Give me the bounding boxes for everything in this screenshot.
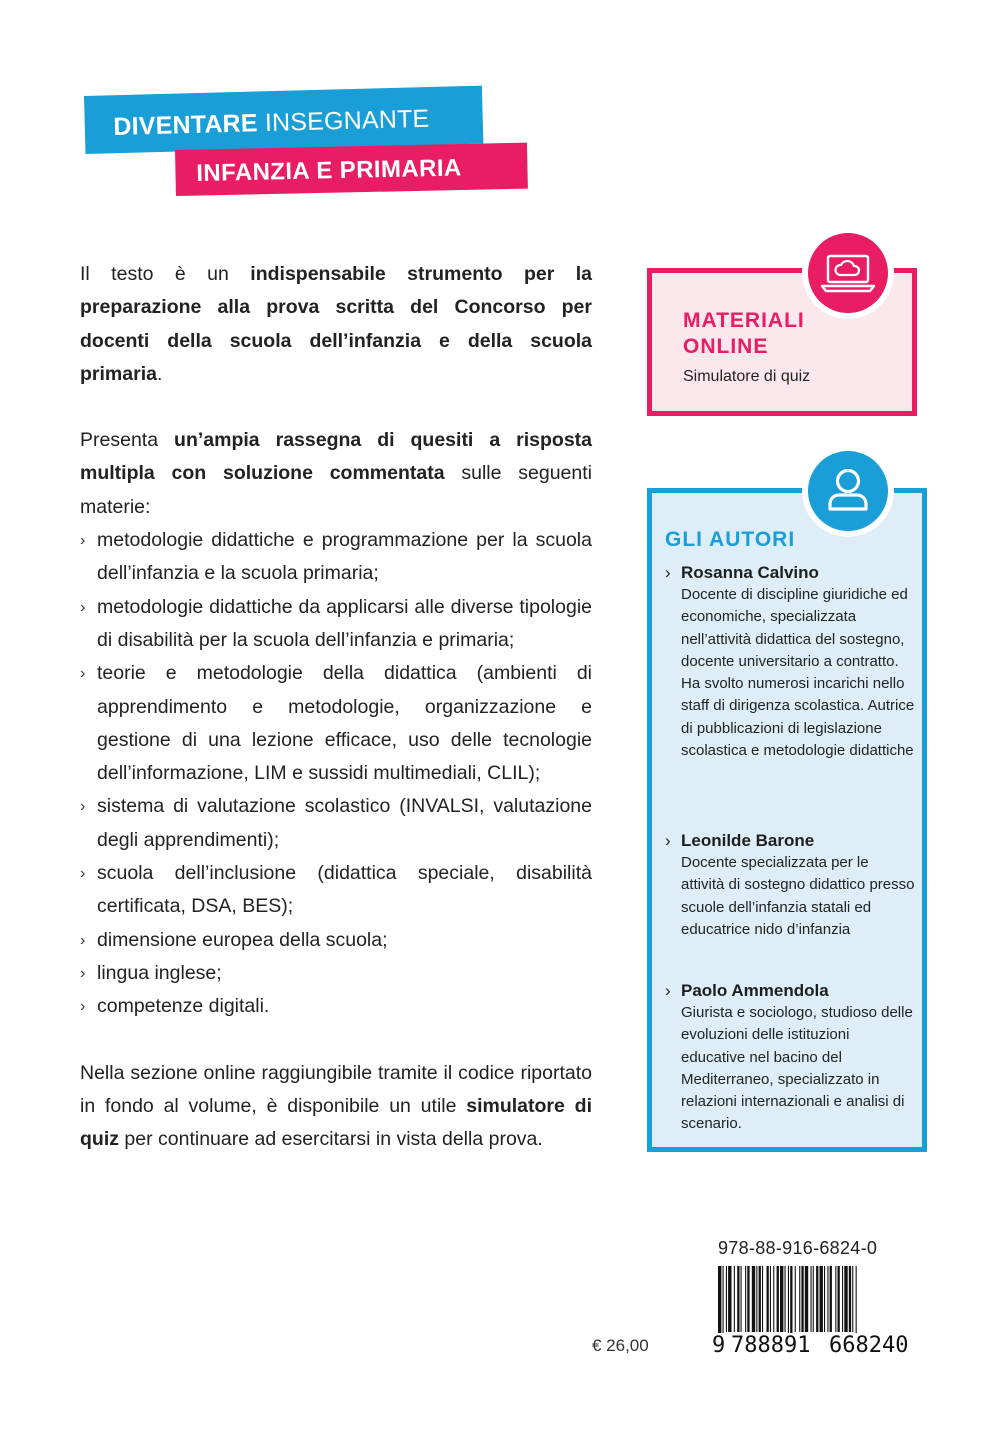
barcode-first-digit: 9 (712, 1333, 726, 1358)
barcode-bar (795, 1266, 796, 1332)
barcode-bar (737, 1266, 739, 1332)
author-entry (665, 980, 915, 1136)
barcode-right-digits: 668240 (829, 1333, 909, 1358)
chevron-right-icon: › (80, 665, 86, 683)
barcode-left-digits: 788891 (731, 1333, 811, 1358)
barcode-bar (838, 1266, 840, 1332)
barcode-bar (747, 1266, 749, 1332)
barcode-bar (816, 1266, 818, 1332)
barcode-bar (799, 1266, 800, 1332)
author-entry (665, 562, 915, 762)
chevron-right-icon: › (80, 532, 86, 550)
barcode-bar (745, 1266, 746, 1332)
chevron-right-icon: › (80, 865, 86, 883)
list-item: › competenze digitali. (80, 990, 592, 1023)
author-bio: Giurista e sociologo, studioso delle evoluzioni delle istituzioni educative nel bacino del Mediterraneo, specializzato in relazioni internazionali e analisi di scenario. (681, 1004, 913, 1133)
chevron-right-icon: › (80, 798, 86, 816)
author-bio: Docente specializzata per le attività di sostegno didattico presso scuole dell’infanzia statali ed educatrice nido d’infanzia (681, 854, 915, 938)
author-entry (665, 830, 915, 941)
barcode-bar (756, 1266, 757, 1332)
barcode-bar (734, 1266, 735, 1332)
barcode-bar (842, 1266, 843, 1332)
list-item: › dimensione europea della scuola; (80, 924, 592, 957)
materiali-online-subtitle: Simulatore di quiz (683, 368, 811, 385)
chevron-right-icon: › (665, 981, 671, 1000)
list-item: › scuola dell’inclusione (didattica speciale, disabilità certificata, DSA, BES); (80, 857, 592, 924)
author-name: › Leonilde Barone (665, 831, 815, 850)
list-item: › sistema di valutazione scolastico (INVALSI, valutazione degli apprendimenti); (80, 790, 592, 857)
topics-list (80, 524, 592, 1023)
author-name: › Paolo Ammendola (665, 981, 829, 1000)
description (80, 258, 592, 1156)
barcode-bar (820, 1266, 823, 1332)
barcode-bar (752, 1266, 755, 1332)
chevron-right-icon: › (665, 831, 671, 850)
barcode-bar (728, 1266, 731, 1332)
chevron-right-icon: › (80, 998, 86, 1016)
barcode-bar (741, 1266, 742, 1332)
intro-paragraph: Il testo è un indispensabile strumento per la preparazione alla prova scritta del Concorso per docenti della scuola dell’infanzia e della scuola primaria. (80, 263, 592, 385)
materiali-online-title: MATERIALI ONLINE (683, 309, 805, 358)
barcode-bar (824, 1266, 825, 1332)
barcode-bar (830, 1266, 832, 1332)
chevron-right-icon: › (80, 964, 86, 982)
chevron-right-icon: › (80, 931, 86, 949)
topics-intro: Presenta un’ampia rassegna di quesiti a risposta multipla con soluzione commentata sulle seguenti materie: (80, 429, 593, 518)
list-item: › lingua inglese; (80, 957, 592, 990)
barcode-bar (726, 1266, 727, 1332)
barcode-bar (801, 1266, 803, 1332)
barcode-bar (759, 1266, 761, 1332)
author-name: › Rosanna Calvino (665, 563, 819, 582)
barcode-bar (811, 1266, 812, 1332)
series-title: DIVENTARE INSEGNANTE (113, 104, 430, 141)
barcode-bar (770, 1266, 771, 1332)
barcode-bar (767, 1266, 769, 1332)
list-item: › metodologie didattiche e programmazione per la scuola dell’infanzia e la scuola primaria; (80, 524, 592, 591)
barcode-bar (777, 1266, 779, 1332)
barcode-bar (785, 1266, 786, 1332)
author-bio: Docente di discipline giuridiche ed economiche, specializzata nell’attività didattica del sostegno, docente universitario a contratto. Ha svolto numerosi incarichi nello staff di dirigenza scolastica. Autrice di pubblicazioni di legislazione scolastica e metodologie didattiche (681, 586, 915, 760)
list-item: › teorie e metodologie della didattica (ambienti di apprendimento e metodologie, organizzazione e gestione di una lezione efficace, uso delle tecnologie dell’informazione, LIM e sussidi multimediali, CLIL); (80, 657, 592, 790)
barcode-bar (813, 1266, 814, 1332)
barcode-bar (849, 1266, 851, 1332)
online-paragraph: Nella sezione online raggiungibile tramite il codice riportato in fondo al volume, è disponibile un utile simulatore di quiz per continuare ad esercitarsi in vista della prova. (80, 1061, 592, 1151)
barcode-bar (852, 1266, 853, 1332)
barcode-bar (805, 1266, 808, 1332)
laptop-cloud-icon (802, 227, 894, 319)
isbn: 978-88-916-6824-0 (718, 1238, 878, 1258)
authors-title: GLI AUTORI (665, 528, 796, 551)
list-item: › metodologie didattiche da applicarsi alle diverse tipologie di disabilità per la scuola dell’infanzia e primaria; (80, 591, 592, 658)
chevron-right-icon: › (80, 598, 86, 616)
barcode-bar (844, 1266, 847, 1332)
user-icon (802, 445, 894, 537)
series-subtitle: INFANZIA E PRIMARIA (196, 154, 462, 187)
chevron-right-icon: › (665, 563, 671, 582)
barcode-bar (762, 1266, 763, 1332)
barcode-bar (827, 1266, 828, 1332)
barcode-bar (780, 1266, 783, 1332)
barcode-bar (773, 1266, 774, 1332)
price: € 26,00 (592, 1336, 649, 1355)
barcode-bar (835, 1266, 836, 1332)
